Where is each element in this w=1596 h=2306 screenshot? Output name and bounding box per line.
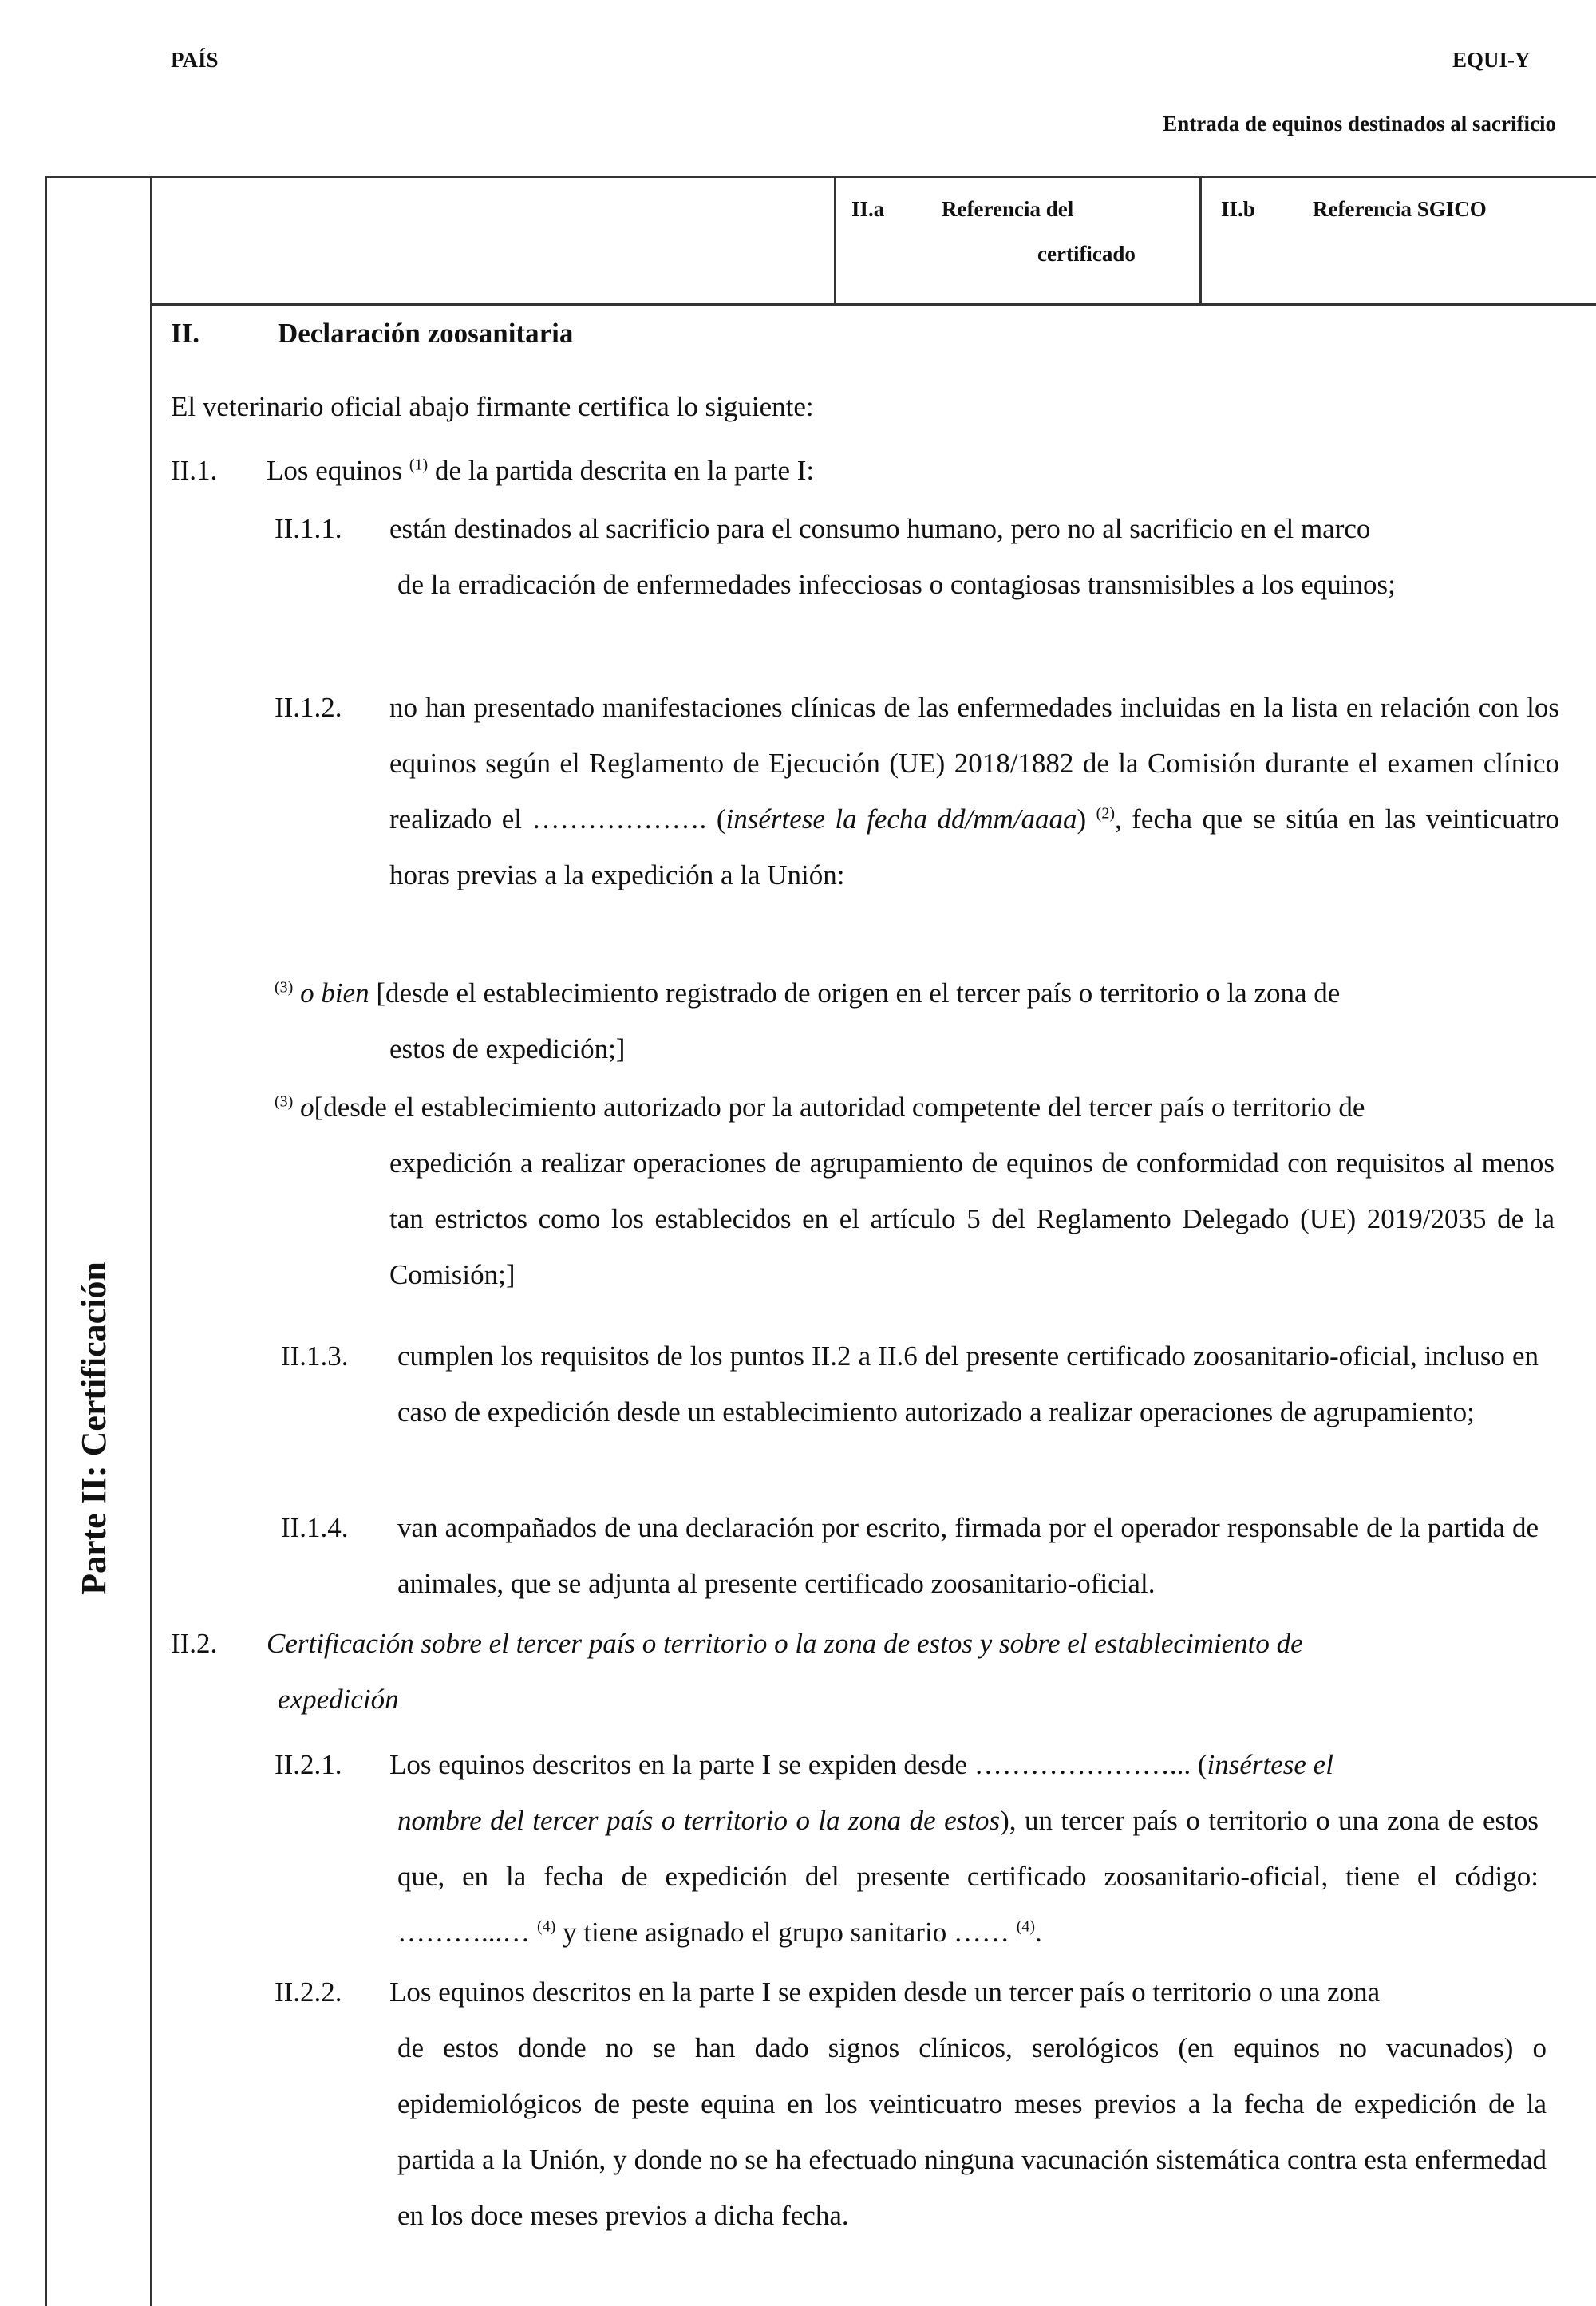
footnote-ref-2: (2) [1096,804,1115,823]
point-II-1-3-text: cumplen los requisitos de los puntos II.2 a II.6 del presente certificado zoosanitario-oficial, incluso en caso de expedición desde un establecimiento autorizado a realizar operaciones de agrupamiento; [397,1341,1539,1427]
country-instruction-b: nombre del tercer país o territorio o la zona de estos [397,1805,1001,1836]
point-II-2-2-rest: de estos donde no se han dado signos clínicos, serológicos (en equinos no vacunados) o epidemiológicos de peste equina en los veinticuatro meses previos a la fecha de expedición de la partida a la Unión, y donde no se ha efectuado ninguna vacunación sistemática contra esta enfermedad en los doce meses previos a dicha fecha. [397,2032,1547,2231]
point-II-1-post: de la partida descrita en la parte I: [428,455,815,486]
option-2-first: [desde el establecimiento autorizado por la autoridad competente del tercer país o territorio de [314,1092,1365,1123]
frame-top-border [45,176,1596,178]
point-II-2-rest: expedición [278,1684,399,1715]
option-2-first-line [275,1080,1575,1135]
option-1-lead: o bien [293,977,377,1009]
point-II-1-2-part3: ) [1077,804,1096,835]
option-1-first-line [275,965,1567,1021]
reference-a-text [942,187,1181,276]
section-number: II. [171,318,200,349]
point-II-1-2-part1: no han presentado manifestaciones clínicas de las enfermedades incluidas en la lista en relación con los equinos según el Reglamento de Ejecución (UE) 2018/1882 de la Comisión durante el examen clínico realizado el ………………. ( [389,692,1559,835]
point-II-2-2-number: II.2.2. [275,1976,342,2008]
point-II-2-2-first-line: Los equinos descritos en la parte I se expiden desde un tercer país o territorio o una zona [389,1976,1381,2008]
point-II-1-number: II.1. [171,455,218,486]
point-II-2-first-line: Certificación sobre el tercer país o territorio o la zona de estos y sobre el establecimiento de [267,1628,1303,1659]
point-II-2-1-part-c: y tiene asignado el grupo sanitario …… [555,1917,1017,1948]
point-II-2-1-part-b: ), un tercer país o territorio o una zona de estos que, en la fecha de expedición del presente certificado zoosanitario-oficial, tiene el código: ………...… [397,1805,1539,1948]
option-1-rest: estos de expedición;] [389,1033,626,1064]
reference-a-line1: Referencia del [942,197,1074,221]
section-intro: El veterinario oficial abajo firmante certifica lo siguiente: [171,391,814,422]
footnote-ref-4a: (4) [537,1917,556,1936]
point-II-1-text [267,443,1559,499]
frame-inner-border [150,176,152,2306]
point-II-2-number: II.2. [171,1628,218,1659]
point-II-1-4-number: II.1.4. [281,1512,349,1543]
reference-a-label: II.a [851,197,885,221]
footnote-ref-3a: (3) [275,978,294,997]
footnote-ref-1: (1) [409,456,429,474]
reference-cell-divider-b [1199,176,1202,305]
country-label: PAÍS [171,48,219,72]
point-II-1-2-part4: , fecha que se sitúa en las veinticuatro horas previas a la expedición a la Unión: [389,804,1560,890]
point-II-1-1-first-line: están destinados al sacrificio para el consumo humano, pero no al sacrificio en el marco [389,513,1371,544]
point-II-1-2-number: II.1.2. [275,692,342,723]
point-II-1-1-number: II.1.1. [275,513,342,544]
date-instruction: insértese la fecha dd/mm/aaaa [725,804,1077,835]
reference-b-label: II.b [1221,197,1255,221]
option-2-lead: o [293,1092,314,1123]
point-II-2-1-rest [397,1793,1539,1960]
point-II-1-4-text: van acompañados de una declaración por escrito, firmada por el operador responsable de la partida de animales, que se adjunta al presente certificado zoosanitario-oficial. [397,1512,1539,1599]
option-1-first: [desde el establecimiento registrado de origen en el tercer país o territorio o la zona de [376,977,1341,1009]
part-label-vertical: Parte II: Certificación [74,1262,113,1595]
section-title: Declaración zoosanitaria [278,318,574,349]
point-II-2-1-part-a: Los equinos descritos en la parte I se expiden desde …………………... ( [389,1749,1207,1780]
certificate-subtitle: Entrada de equinos destinados al sacrificio [1163,112,1556,136]
point-II-1-1-text: de la erradicación de enfermedades infecciosas o contagiosas transmisibles a los equinos; [397,569,1396,600]
point-II-2-1-number: II.2.1. [275,1749,342,1780]
option-2-rest: expedición a realizar operaciones de agrupamiento de equinos de conformidad con requisitos al menos tan estrictos como los establecidos en el artículo 5 del Reglamento Delegado (UE) 2019/2035 de la Comisión;] [389,1147,1555,1290]
point-II-1-2-text [389,680,1559,903]
frame-left-border [45,176,47,2306]
country-instruction-a: insértese el [1207,1749,1333,1780]
certificate-code: EQUI-Y [1452,48,1531,72]
footnote-ref-4b: (4) [1016,1917,1036,1936]
point-II-2-1-first-line [389,1737,1562,1793]
point-II-1-pre: Los equinos [267,455,409,486]
reference-a-line2: certificado [1037,242,1136,266]
point-II-2-1-part-d: . [1035,1917,1042,1948]
reference-cell-divider-a [834,176,836,305]
point-II-1-3-number: II.1.3. [281,1341,349,1372]
reference-b-text: Referencia SGICO [1313,197,1487,221]
footnote-ref-3b: (3) [275,1092,294,1111]
